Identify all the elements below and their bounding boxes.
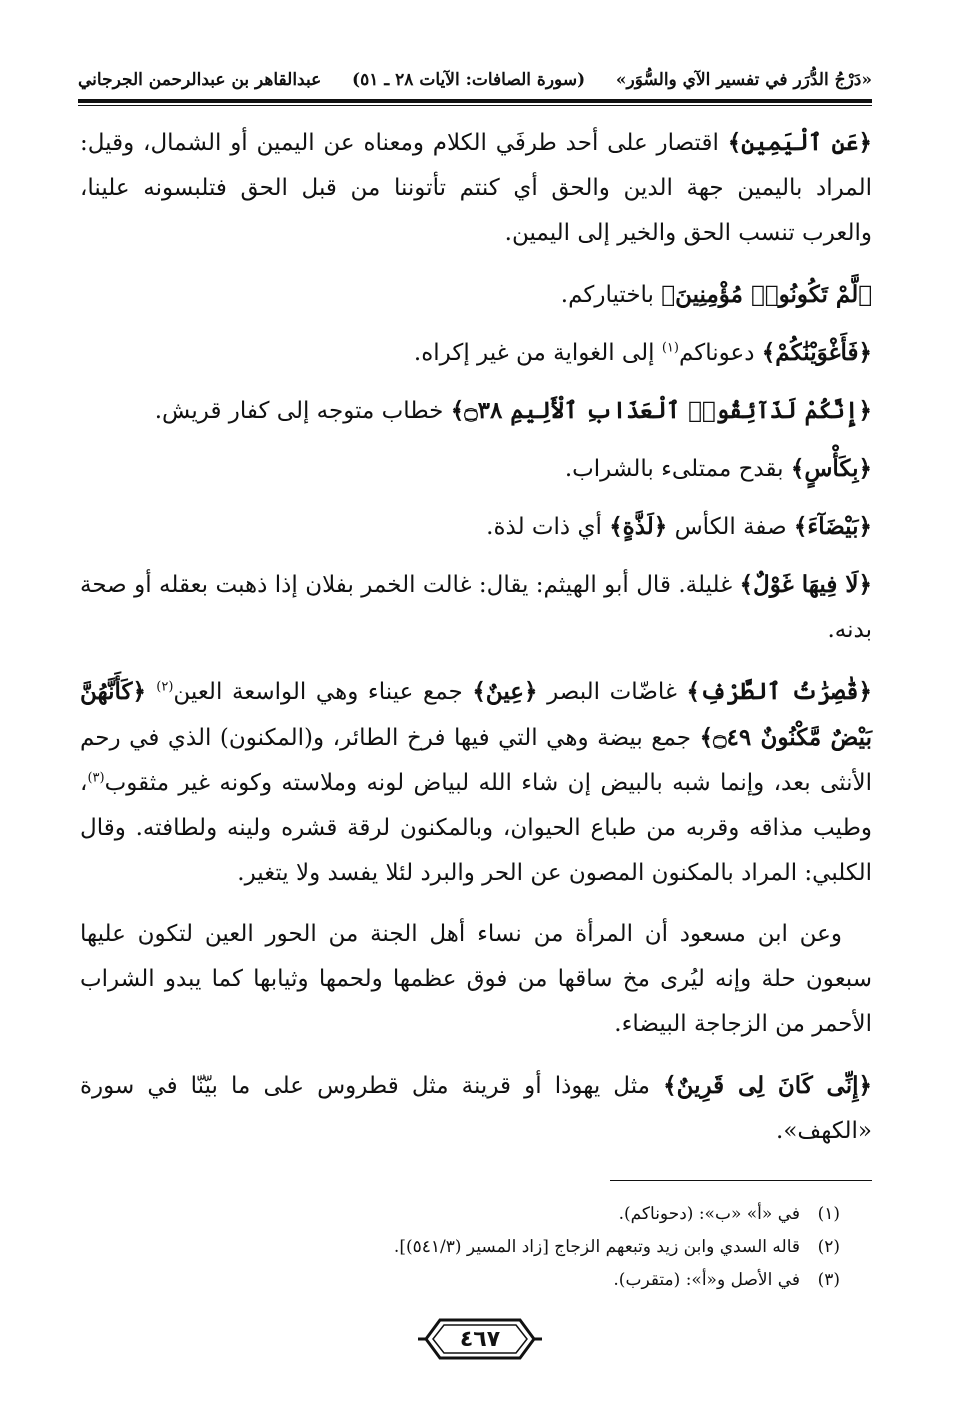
footnote [80, 1264, 840, 1297]
book-title: «دَرْجُ الدُّرَر في تفسير الآي والسُّوَر» [615, 70, 872, 90]
paragraph [80, 1063, 872, 1154]
paragraph [80, 669, 872, 896]
paragraph [80, 446, 872, 492]
commentary-text: جمع بيضة وهي التي فيها فرخ الطائر، و(المكنون) الذي في رحم الأنثى بعد، وإنما شبه بالبيض إن شاء الله لبياض لونه وملاسته وكونه غير مثقوب [80, 725, 872, 796]
commentary-text: اقتصار على أحد طرفَي الكلام ومعناه عن اليمين أو الشمال، وقيل: المراد باليمين جهة الدين والحق أي كنتم تأتوننا من قبل الحق فتلبسونه علينا، والعرب تنسب الحق والخير إلى اليمين. [80, 130, 872, 246]
footnotes [80, 1198, 840, 1297]
quran-quote: ﴿فَأَغْوَيْنَٰكُمْ﴾ [761, 339, 872, 366]
paragraph [80, 562, 872, 653]
quran-quote: ﴿عَنِ ٱلْيَمِينِ﴾ [727, 129, 872, 156]
quran-quote: ﴿لَا فِيهَا غَوْلٌ﴾ [739, 571, 873, 598]
commentary-text: باختياركم. [560, 282, 662, 308]
page-number [418, 1314, 542, 1364]
commentary-text: أي ذات لذة. [486, 514, 610, 540]
paragraph [80, 120, 872, 256]
footnote [80, 1231, 840, 1264]
paragraph [80, 388, 872, 434]
commentary-text: صفة الكأس [667, 514, 794, 540]
footnote-number: (٣) [817, 1270, 840, 1290]
footnote-ref: (١) [661, 340, 679, 356]
header-rule [78, 99, 872, 103]
commentary-text: بقدح ممتلىء بالشراب. [564, 456, 791, 482]
quran-quote: ﴿بِكَأْسٍ﴾ [790, 455, 872, 482]
quran-quote: ﴿قَٰصِرَٰتُ ٱلطَّرْفِ﴾ [686, 678, 872, 705]
author-name: عبدالقاهر بن عبدالرحمن الجرجاني [78, 70, 322, 90]
paragraph [80, 330, 872, 376]
footnote-number: (١) [817, 1204, 840, 1224]
quran-quote: ﴿إِنِّى كَانَ لِى قَرِينٌ﴾ [663, 1072, 872, 1099]
commentary-text: خطاب متوجه إلى كفار قريش. [154, 398, 451, 424]
commentary-text: غاضّات البصر [537, 679, 687, 705]
commentary-text: وعن ابن مسعود أن المرأة من نساء أهل الجنة من الحور العين لتكون عليها سبعون حلة وإنه ليُرى مخ ساقها من فوق عظمها ولحمها وثيابها كما يبدو الشراب الأحمر من الزجاجة البيضاء. [80, 921, 872, 1037]
footnote-text: في الأصل و«أ»: (متقرب). [613, 1270, 800, 1290]
paragraph [80, 504, 872, 550]
section-title: (سورة الصافات: الآيات ٢٨ ـ ٥١) [352, 70, 586, 90]
quran-quote: ﴿كَأَنَّهُنَّ بَيْضٌ مَّكْنُونٌ ۝٤٩﴾ [80, 678, 872, 751]
commentary-text: ، وطيب مذاقه وقربه من طباع الحيوان، وبالمكنون لرقة قشره ولينه ولطافته. وقال الكلبي: المراد بالمكنون المصون عن الحر والبرد لئلا يفسد ولا يتغير. [80, 770, 872, 886]
footnote-ref: (٣) [87, 770, 105, 786]
footnote-number: (٢) [817, 1237, 840, 1257]
paragraph [80, 272, 872, 318]
commentary-text: دعوناكم [678, 340, 762, 366]
quran-quote: ﴿بَيْضَآءَ﴾ [793, 513, 872, 540]
footnote-rule [610, 1180, 872, 1181]
footnote-text: في «أ» «ب»: (دحوناكم). [618, 1204, 800, 1224]
quran-quote: ﴿لَّمْ تَكُونُوا۟ مُؤْمِنِينَ﴾ [661, 281, 872, 308]
quran-quote: ﴿إِنَّكُمْ لَذَآئِقُوا۟ ٱلْعَذَابِ ٱلْأَلِيمِ ۝٣٨﴾ [450, 397, 872, 424]
main-text [80, 120, 872, 1170]
running-header [78, 62, 872, 98]
commentary-text: غليلة. قال أبو الهيثم: يقال: غالت الخمر بفلان إذا ذهبت بعقله أو صحة بدنه. [80, 572, 872, 643]
footnote [80, 1198, 840, 1231]
footnote-ref: (٢) [156, 679, 174, 695]
commentary-text: مثل يهوذا أو قرينة مثل قطروس على ما بيّنّا في سورة «الكهف». [80, 1073, 872, 1144]
commentary-text: إلى الغواية من غير إكراه. [413, 340, 662, 366]
paragraph [80, 912, 872, 1047]
commentary-text: جمع عيناء وهي الواسعة العين [173, 679, 473, 705]
footnote-text: قاله السدي وابن زيد وتبعهم الزجاج [زاد المسير (٥٤١/٣)]. [393, 1237, 800, 1257]
quran-quote: ﴿لَذَّةٍ﴾ [609, 513, 668, 540]
page-number-text: ٤٦٧ [459, 1326, 501, 1352]
quran-quote: ﴿عِينٌ﴾ [472, 678, 538, 705]
